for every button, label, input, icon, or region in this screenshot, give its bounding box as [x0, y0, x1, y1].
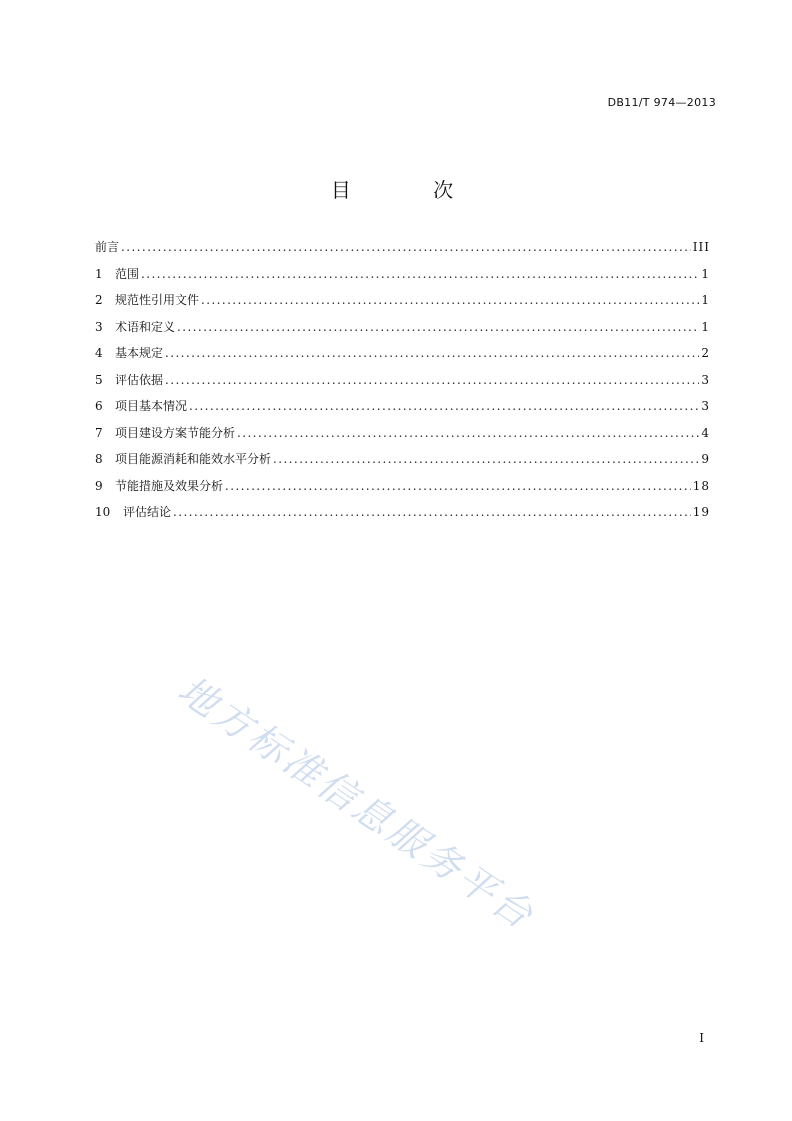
toc-entry-page: 9 — [701, 452, 710, 466]
toc-dot-leader — [273, 452, 699, 466]
document-code: DB11/T 974—2013 — [607, 96, 716, 109]
toc-entry-number: 4 — [95, 346, 103, 360]
toc-entry-page: 1 — [701, 266, 710, 281]
toc-entry-label: 前言 — [95, 240, 120, 254]
toc-dot-leader — [177, 320, 699, 334]
toc-dot-leader — [225, 479, 691, 493]
toc-entry-number: 3 — [95, 319, 103, 334]
toc-entry-2[interactable] — [95, 291, 710, 318]
toc-entry-1[interactable] — [95, 265, 710, 292]
page-number: I — [699, 1031, 704, 1045]
toc-entry-page: 18 — [692, 478, 710, 493]
toc-entry-label: 评估依据 — [115, 372, 164, 387]
toc-dot-leader — [173, 505, 691, 519]
toc-entry-label: 项目基本情况 — [115, 399, 188, 413]
toc-entry-label: 术语和定义 — [115, 319, 176, 334]
toc-entry-label: 节能措施及效果分析 — [115, 478, 224, 493]
toc-entry-5[interactable] — [95, 371, 710, 398]
toc-dot-leader — [201, 293, 699, 307]
toc-entry-foreword[interactable] — [95, 238, 710, 265]
toc-entry-7[interactable] — [95, 424, 710, 451]
toc-entry-page: 2 — [701, 346, 710, 360]
toc-entry-number: 2 — [95, 293, 103, 307]
toc-dot-leader — [165, 373, 699, 387]
toc-entry-4[interactable] — [95, 344, 710, 371]
toc-entry-page: III — [692, 240, 710, 254]
toc-entry-label: 规范性引用文件 — [115, 293, 200, 307]
toc-dot-leader — [121, 240, 691, 254]
toc-entry-page: 19 — [692, 505, 710, 519]
toc-entry-label: 项目能源消耗和能效水平分析 — [115, 452, 272, 466]
toc-entry-number: 5 — [95, 372, 103, 387]
toc-entry-10[interactable] — [95, 503, 710, 530]
toc-entry-number: 6 — [95, 399, 103, 413]
toc-entry-6[interactable] — [95, 397, 710, 424]
toc-entry-label: 项目建设方案节能分析 — [115, 425, 236, 440]
toc-entry-page: 3 — [701, 399, 710, 413]
toc-entry-number: 9 — [95, 478, 103, 493]
watermark: 地方标准信息服务平台 — [170, 667, 544, 939]
toc-entry-page: 4 — [701, 425, 710, 440]
toc-entry-number: 8 — [95, 452, 103, 466]
toc-dot-leader — [237, 426, 699, 440]
toc-entry-label: 评估结论 — [123, 505, 172, 519]
toc-entry-label: 范围 — [115, 266, 140, 281]
toc-dot-leader — [189, 399, 699, 413]
toc-entry-page: 1 — [701, 319, 710, 334]
toc-entry-label: 基本规定 — [115, 346, 164, 360]
toc-entry-page: 1 — [701, 293, 710, 307]
page-title: 目 次 — [330, 178, 492, 202]
toc-entry-page: 3 — [701, 372, 710, 387]
toc-entry-number: 10 — [95, 505, 111, 519]
toc-entry-3[interactable] — [95, 318, 710, 345]
toc-entry-8[interactable] — [95, 450, 710, 477]
toc-dot-leader — [141, 267, 699, 281]
toc-entry-number: 1 — [95, 266, 103, 281]
toc-dot-leader — [165, 346, 699, 360]
table-of-contents — [95, 238, 710, 530]
toc-entry-number: 7 — [95, 425, 103, 440]
toc-entry-9[interactable] — [95, 477, 710, 504]
